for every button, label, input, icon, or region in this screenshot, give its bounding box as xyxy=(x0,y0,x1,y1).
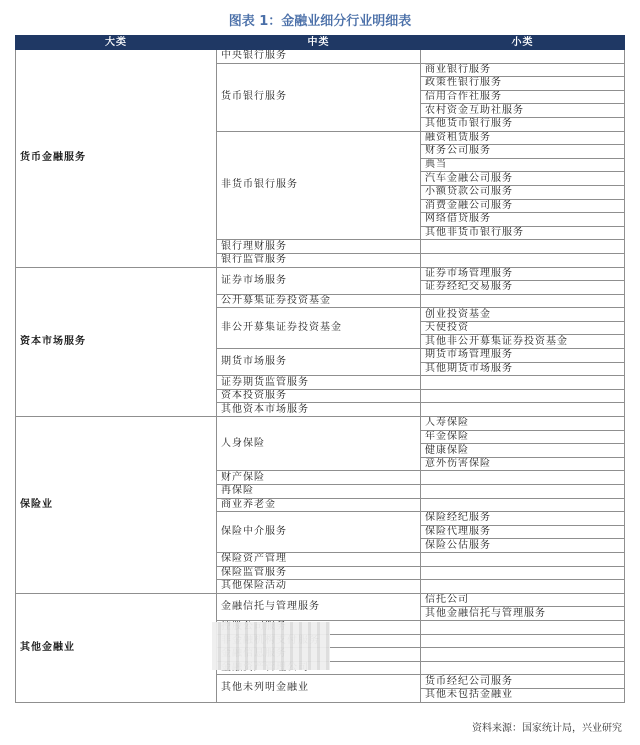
middle-category-cell: 中央银行服务 xyxy=(217,50,421,64)
minor-category-cell xyxy=(421,566,625,580)
minor-category-cell: 其他非公开募集证券投资基金 xyxy=(421,335,625,349)
minor-category-cell xyxy=(421,498,625,512)
minor-category-cell: 货币经纪公司服务 xyxy=(421,675,625,689)
middle-category-cell: 期货市场服务 xyxy=(217,349,421,376)
minor-category-cell: 商业银行服务 xyxy=(421,63,625,77)
middle-category-cell: 证券期货监管服务 xyxy=(217,376,421,390)
minor-category-cell: 证券经纪交易服务 xyxy=(421,281,625,295)
middle-category-cell: 人身保险 xyxy=(217,417,421,471)
minor-category-cell xyxy=(421,620,625,634)
minor-category-cell: 其他期货市场服务 xyxy=(421,362,625,376)
minor-category-cell: 意外伤害保险 xyxy=(421,457,625,471)
minor-category-cell xyxy=(421,403,625,417)
middle-category-cell: 非货币银行服务 xyxy=(217,131,421,240)
minor-category-cell: 人寿保险 xyxy=(421,417,625,431)
minor-category-cell: 保险代理服务 xyxy=(421,525,625,539)
middle-category-cell: 非公开募集证券投资基金 xyxy=(217,308,421,349)
major-category-cell: 资本市场服务 xyxy=(16,267,217,417)
middle-category-cell: 其他未列明金融业 xyxy=(217,675,421,702)
minor-category-cell: 年金保险 xyxy=(421,430,625,444)
minor-category-cell: 证券市场管理服务 xyxy=(421,267,625,281)
minor-category-cell: 保险经纪服务 xyxy=(421,512,625,526)
minor-category-cell: 创业投资基金 xyxy=(421,308,625,322)
major-category-cell: 货币金融服务 xyxy=(16,50,217,268)
middle-category-cell: 保险监管服务 xyxy=(217,566,421,580)
minor-category-cell: 信托公司 xyxy=(421,593,625,607)
table-row xyxy=(16,417,625,431)
minor-category-cell xyxy=(421,240,625,254)
table-row xyxy=(16,267,625,281)
minor-category-cell: 其他货币银行服务 xyxy=(421,117,625,131)
minor-category-cell: 融资租赁服务 xyxy=(421,131,625,145)
middle-category-cell: 其他保险活动 xyxy=(217,580,421,594)
minor-category-cell: 保险公估服务 xyxy=(421,539,625,553)
minor-category-cell: 典当 xyxy=(421,158,625,172)
minor-category-cell xyxy=(421,294,625,308)
middle-category-cell: 货币银行服务 xyxy=(217,63,421,131)
minor-category-cell: 健康保险 xyxy=(421,444,625,458)
minor-category-cell xyxy=(421,634,625,648)
minor-category-cell: 消费金融公司服务 xyxy=(421,199,625,213)
middle-category-cell: 财产保险 xyxy=(217,471,421,485)
minor-category-cell xyxy=(421,376,625,390)
middle-category-cell: 商业养老金 xyxy=(217,498,421,512)
major-category-cell: 其他金融业 xyxy=(16,593,217,702)
middle-category-cell: 银行理财服务 xyxy=(217,240,421,254)
header-middle: 中类 xyxy=(217,36,421,50)
middle-category-cell: 资本投资服务 xyxy=(217,389,421,403)
minor-category-cell: 农村资金互助社服务 xyxy=(421,104,625,118)
header-row xyxy=(16,36,625,50)
minor-category-cell xyxy=(421,389,625,403)
minor-category-cell: 政策性银行服务 xyxy=(421,77,625,91)
minor-category-cell: 网络借贷服务 xyxy=(421,213,625,227)
minor-category-cell: 小额贷款公司服务 xyxy=(421,185,625,199)
header-major: 大类 xyxy=(16,36,217,50)
middle-category-cell: 银行监管服务 xyxy=(217,253,421,267)
table-row xyxy=(16,593,625,607)
minor-category-cell xyxy=(421,661,625,675)
minor-category-cell xyxy=(421,552,625,566)
industry-table xyxy=(15,35,625,703)
minor-category-cell xyxy=(421,580,625,594)
minor-category-cell: 财务公司服务 xyxy=(421,145,625,159)
middle-category-cell: 其他资本市场服务 xyxy=(217,403,421,417)
minor-category-cell xyxy=(421,50,625,64)
middle-category-cell: 保险资产管理 xyxy=(217,552,421,566)
minor-category-cell xyxy=(421,471,625,485)
middle-category-cell: 金融信托与管理服务 xyxy=(217,593,421,620)
redaction-blur xyxy=(212,622,330,670)
middle-category-cell: 证券市场服务 xyxy=(217,267,421,294)
minor-category-cell: 其他非货币银行服务 xyxy=(421,226,625,240)
major-category-cell: 保险业 xyxy=(16,417,217,594)
table-title: 图表 1：金融业细分行业明细表 xyxy=(228,14,412,29)
middle-category-cell: 保险中介服务 xyxy=(217,512,421,553)
minor-category-cell: 汽车金融公司服务 xyxy=(421,172,625,186)
table-row xyxy=(16,50,625,64)
minor-category-cell xyxy=(421,648,625,662)
minor-category-cell xyxy=(421,485,625,499)
minor-category-cell: 其他金融信托与管理服务 xyxy=(421,607,625,621)
minor-category-cell: 信用合作社服务 xyxy=(421,90,625,104)
table-body xyxy=(16,50,625,703)
middle-category-cell: 再保险 xyxy=(217,485,421,499)
header-minor: 小类 xyxy=(421,36,625,50)
source-note: 资料来源：国家统计局，兴业研究 xyxy=(472,723,622,734)
middle-category-cell: 公开募集证券投资基金 xyxy=(217,294,421,308)
minor-category-cell xyxy=(421,253,625,267)
minor-category-cell: 期货市场管理服务 xyxy=(421,349,625,363)
minor-category-cell: 其他未包括金融业 xyxy=(421,688,625,702)
minor-category-cell: 天使投资 xyxy=(421,321,625,335)
